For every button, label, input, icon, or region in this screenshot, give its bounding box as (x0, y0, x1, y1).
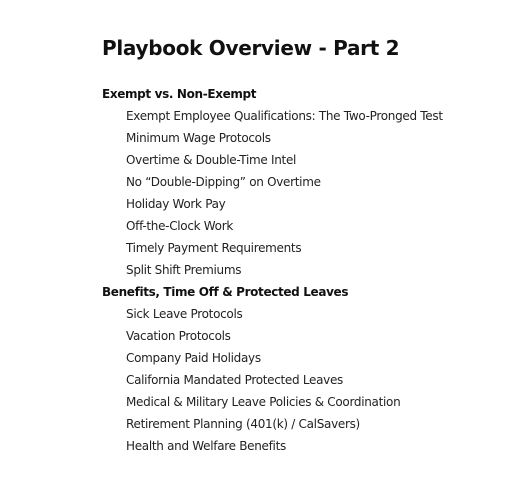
section-heading: Exempt vs. Non-Exempt (102, 87, 257, 101)
section-benefits-time-off-protected-leaves (102, 281, 502, 457)
page-title: Playbook Overview - Part 2 (102, 36, 400, 60)
list-item: Medical & Military Leave Policies & Coordination (126, 395, 401, 409)
list-item: Holiday Work Pay (126, 197, 226, 211)
section-item-list (102, 105, 502, 281)
list-item: California Mandated Protected Leaves (126, 373, 343, 387)
list-item: Company Paid Holidays (126, 351, 261, 365)
list-item: Vacation Protocols (126, 329, 231, 343)
section-heading: Benefits, Time Off & Protected Leaves (102, 285, 349, 299)
section-exempt-vs-non-exempt (102, 83, 502, 281)
playbook-outline (102, 83, 502, 457)
section-item-list (102, 303, 502, 457)
list-item: Sick Leave Protocols (126, 307, 243, 321)
list-item: Timely Payment Requirements (126, 241, 302, 255)
list-item: No “Double-Dipping” on Overtime (126, 175, 321, 189)
list-item: Minimum Wage Protocols (126, 131, 271, 145)
list-item: Health and Welfare Benefits (126, 439, 286, 453)
list-item: Exempt Employee Qualifications: The Two-Pronged Test (126, 109, 443, 123)
list-item: Off-the-Clock Work (126, 219, 233, 233)
list-item: Retirement Planning (401(k) / CalSavers) (126, 417, 360, 431)
list-item: Split Shift Premiums (126, 263, 242, 277)
list-item: Overtime & Double-Time Intel (126, 153, 297, 167)
